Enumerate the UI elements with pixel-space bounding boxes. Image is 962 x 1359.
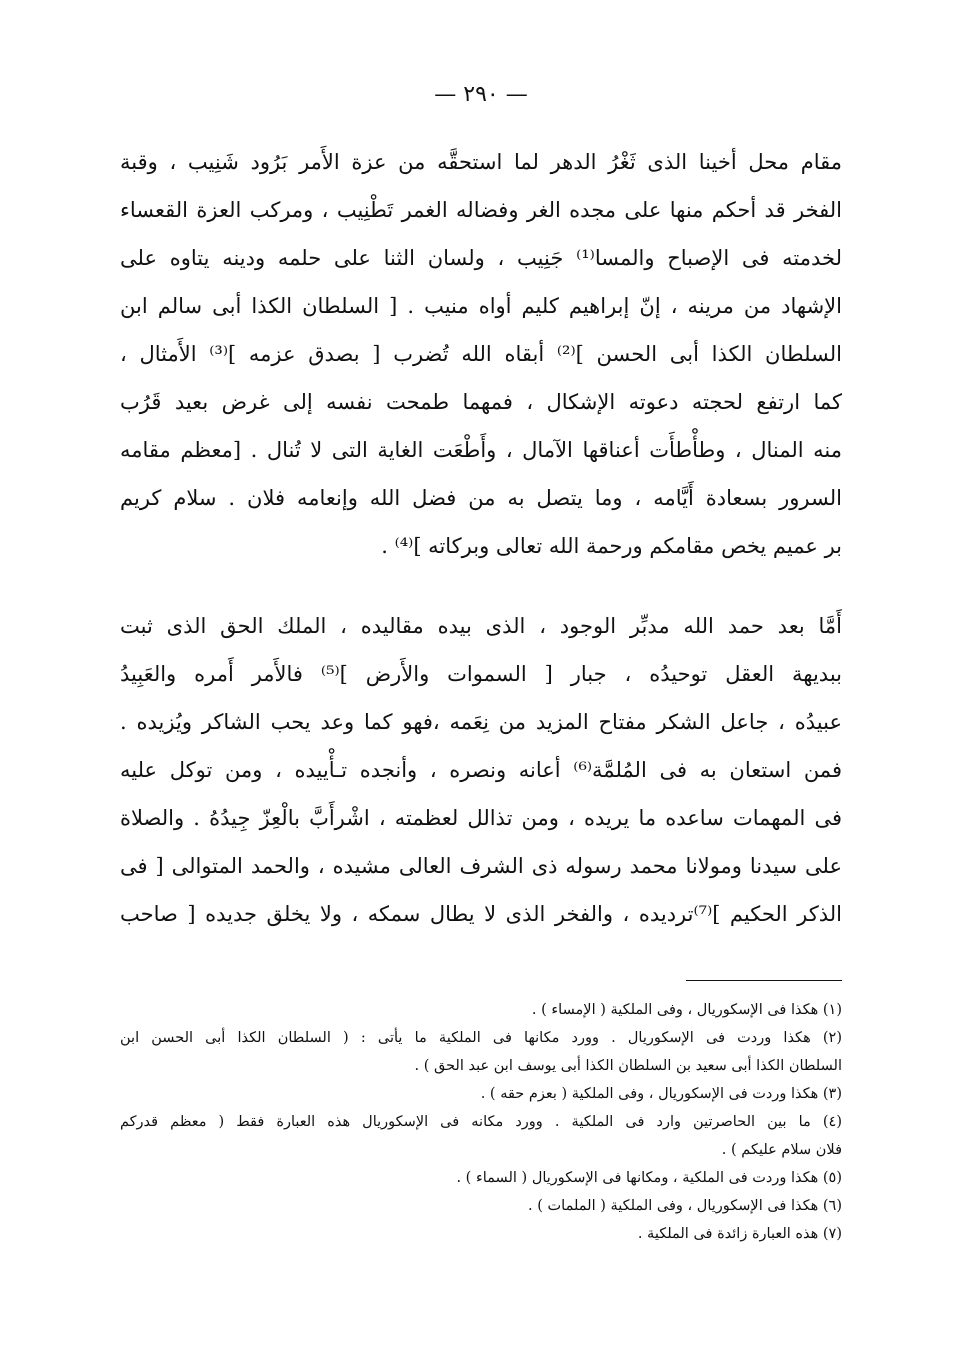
footnote-3: (٣) هكذا وردت فى الإسكوريال ، وفى الملكية ( بعزم حقه ) .	[480, 1086, 842, 1102]
text-line: ببديهة العقل توحيدُه ، جبار [ السموات والأَرض ]⁽⁵⁾ فالأَمر أَمره والعَبِيدُ	[120, 662, 842, 686]
footnote-4: (٤) ما بين الحاصرتين وارد فى الملكية . وورد مكانه فى الإسكوريال هذه العبارة فقط ( معظم قدركم	[120, 1114, 842, 1130]
footnote-separator	[686, 980, 842, 981]
text-line: على سيدنا ومولانا محمد رسوله ذى الشرف العالى مشيده ، والحمد المتوالى [ فى	[120, 854, 842, 878]
text-line: الذكر الحكيم ]⁽⁷⁾ترديده ، والفخر الذى لا يطال سمكه ، ولا يخلق جديده [ صاحب	[120, 902, 842, 926]
footnote-7: (٧) هذه العبارة زائدة فى الملكية .	[637, 1226, 842, 1242]
text-line: الإشهاد من مرينه ، إنّ إبراهيم كليم أواه منيب . [ السلطان الكذا أبى سالم ابن	[120, 294, 842, 318]
text-line: أَمَّا بعد حمد الله مدبِّر الوجود ، الذى بيده مقاليده ، الملك الحق الذى ثبت	[120, 614, 842, 638]
footnote-4-continuation: فلان سلام عليكم ) .	[721, 1142, 842, 1158]
paragraph-1	[120, 138, 842, 570]
footnotes	[120, 996, 842, 1248]
paragraph-2	[120, 602, 842, 938]
text-line: السلطان الكذا أبى الحسن ]⁽²⁾ أبقاه الله تُضرب [ بصدق عزمه ]⁽³⁾ الأَمثال ،	[120, 342, 842, 366]
footnote-5: (٥) هكذا وردت فى الملكية ، ومكانها فى الإسكوريال ( السماء ) .	[456, 1170, 842, 1186]
text-line: مقام محل أخينا الذى ثَغْرُ الدهر لما استحقَّه من عزة الأَمر بَرُود شَنِيب ، وقبة	[120, 150, 842, 174]
text-line: فى المهمات ساعده ما يريده ، ومن تذالل لعظمته ، اشْرأَبَّ بالْعِزّ جِيدُهُ . والصلاة	[120, 806, 842, 830]
text-line: فمن استعان به فى المُلمَّة⁽⁶⁾ أعانه ونصره ، وأنجده تـأْييده ، ومن توكل عليه	[120, 758, 842, 782]
text-line: بر عميم يخص مقامكم ورحمة الله تعالى وبركاته ]⁽⁴⁾ .	[381, 534, 842, 558]
text-line: منه المنال ، وطأْطأَت أعناقها الآمال ، وأَطْعَت الغاية التى لا تُنال . [معظم مقامه	[120, 438, 842, 462]
text-line: السرور بسعادة أَيَّامه ، وما يتصل به من فضل الله وإنعامه فلان . سلام كريم	[120, 486, 842, 510]
text-line: كما ارتفع لحجته دعوته الإشكال ، فمهما طمحت نفسه إلى غرض بعيد قَرُب	[120, 390, 842, 414]
footnote-2-continuation: السلطان الكذا أبى سعيد بن السلطان الكذا أبى يوسف ابن عبد الحق ) .	[414, 1058, 842, 1074]
text-line: عبيدُه ، جاعل الشكر مفتاح المزيد من نِعَمه ،فهو كما وعد يحب الشاكر ويُزيده .	[120, 710, 842, 734]
footnote-1: (١) هكذا فى الإسكوريال ، وفى الملكية ( الإمساء ) .	[531, 1002, 842, 1018]
text-line: لخدمته فى الإصباح والمسا⁽¹⁾ جَنِيب ، ولسان الثنا على حلمه ودينه يتاوه على	[120, 246, 842, 270]
text-line: الفخر قد أحكم منها على مجده الغر وفضاله الغمر تَطْنِيب ، ومركب العزة القعساء	[120, 198, 842, 222]
page-number: — ٢٩٠ —	[434, 82, 528, 107]
footnote-6: (٦) هكذا فى الإسكوريال ، وفى الملكية ( الملمات ) .	[528, 1198, 842, 1214]
footnote-2: (٢) هكذا وردت فى الإسكوريال . وورد مكانها فى الملكية ما يأتى : ( السلطان الكذا أبى الحسن ابن	[120, 1030, 842, 1046]
